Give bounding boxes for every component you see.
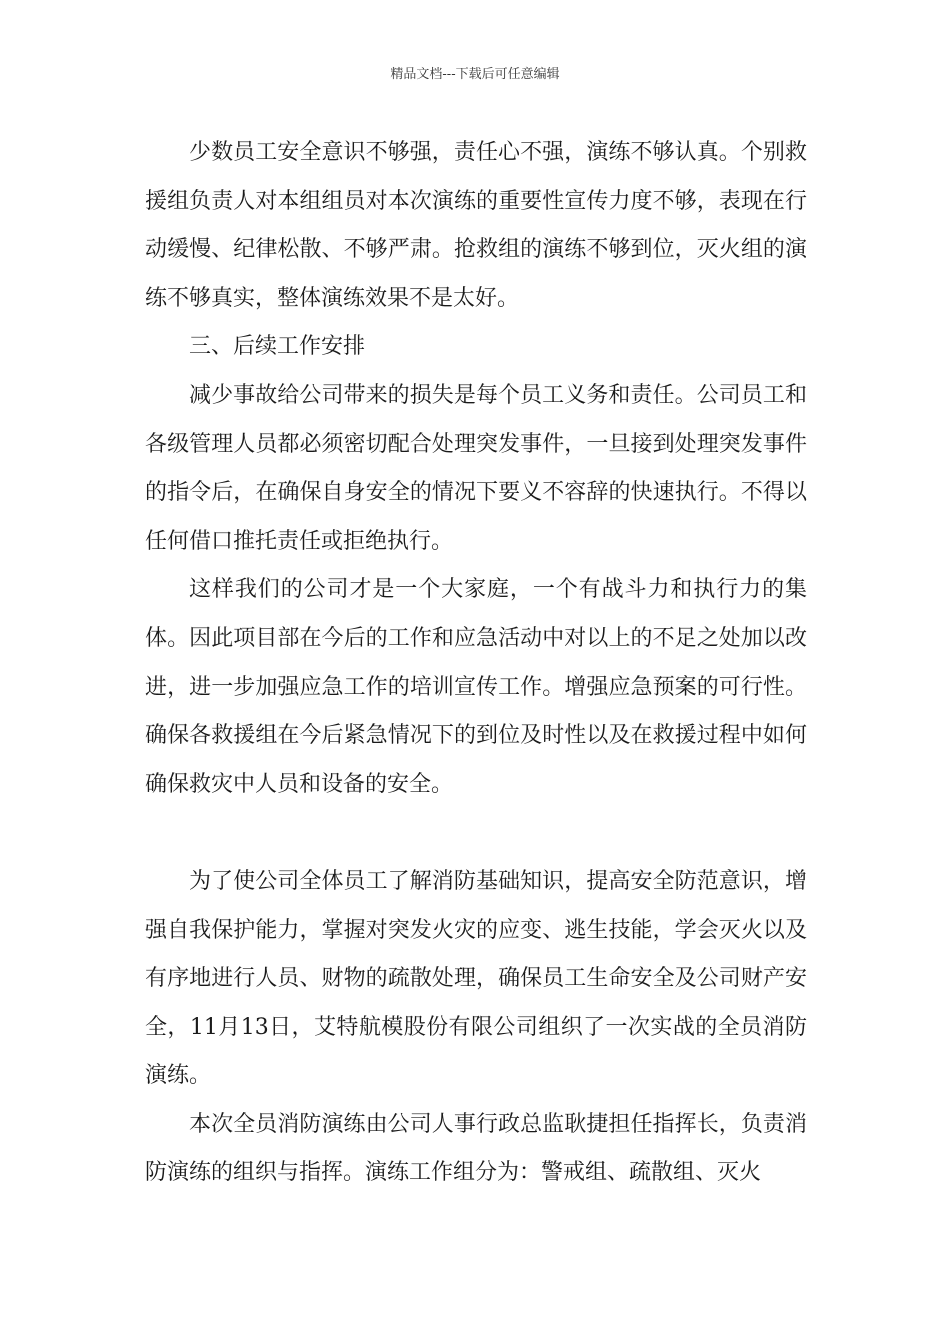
paragraph-drill-shortcomings: 少数员工安全意识不够强，责任心不强，演练不够认真。个别救援组负责人对本组组员对本次演练的重要性宣传力度不够，表现在行动缓慢、纪律松散、不够严肃。抢救组的演练不够到位，灭火组的演练不够真实，整体演练效果不是太好。 [145,140,807,311]
section-heading-follow-up: 三、后续工作安排 [189,334,366,360]
paragraph-company-family: 这样我们的公司才是一个大家庭，一个有战斗力和执行力的集体。因此项目部在今后的工作和应急活动中对以上的不足之处加以改进，进一步加强应急工作的培训宣传工作。增强应急预案的可行性。确保各救援组在今后紧急情况下的到位及时性以及在救援过程中如何确保救灾中人员和设备的安全。 [145,577,807,797]
paragraph-reduce-losses: 减少事故给公司带来的损失是每个员工义务和责任。公司员工和各级管理人员都必须密切配合处理突发事件，一旦接到处理突发事件的指令后，在确保自身安全的情况下要义不容辞的快速执行。不得以任何借口推托责任或拒绝执行。 [145,382,807,554]
page-header: 精品文档---下载后可任意编辑 [390,67,560,82]
document-body [145,129,807,1198]
paragraph-drill-command: 本次全员消防演练由公司人事行政总监耿捷担任指挥长，负责消防演练的组织与指挥。演练工作组分为：警戒组、疏散组、灭火 [145,1111,807,1186]
paragraph-fire-drill-purpose: 为了使公司全体员工了解消防基础知识，提高安全防范意识，增强自我保护能力，掌握对突发火灾的应变、逃生技能，学会灭火以及有序地进行人员、财物的疏散处理，确保员工生命安全及公司财产安全，11月13日，艾特航模股份有限公司组织了一次实战的全员消防演练。 [145,868,807,1089]
